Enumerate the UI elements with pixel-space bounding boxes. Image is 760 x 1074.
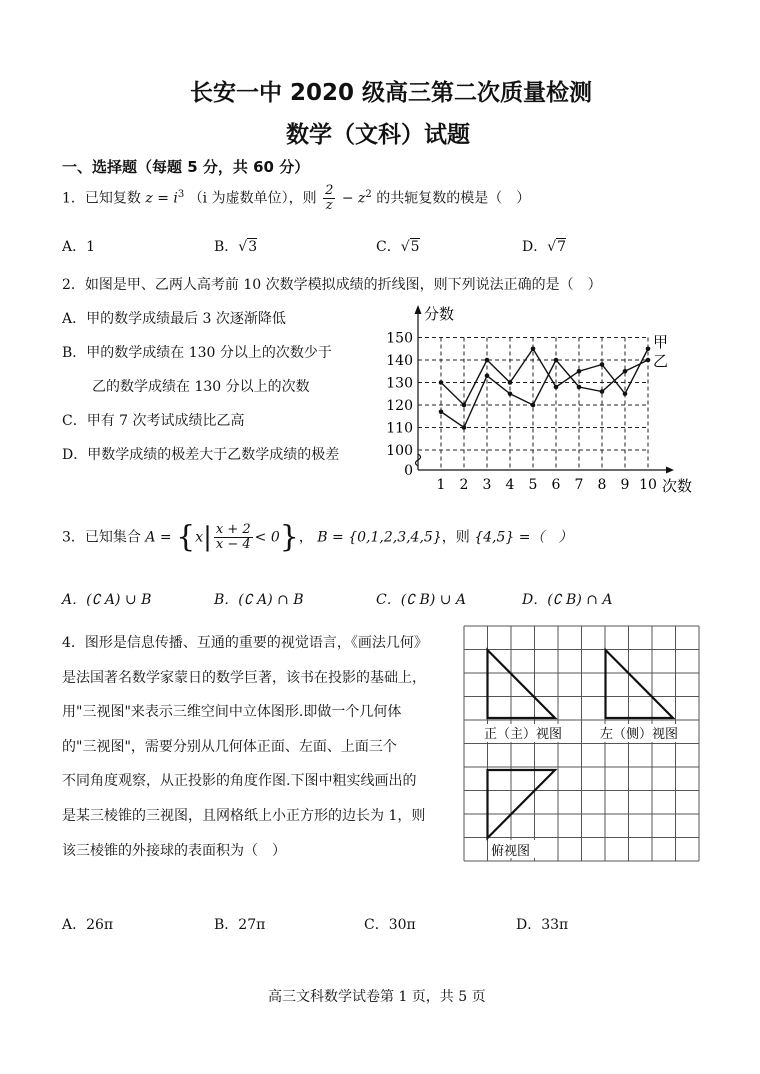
q4-option-b: B．27π xyxy=(214,917,266,933)
three-view-figure xyxy=(464,626,700,864)
series-line-yi xyxy=(441,360,648,428)
y-tick-label: 140 xyxy=(386,353,413,369)
q3-option-d: D．(∁ B) ∩ A xyxy=(522,592,613,608)
data-point xyxy=(577,369,582,374)
y-tick-label: 100 xyxy=(386,443,413,459)
data-point xyxy=(600,389,605,394)
question-2-stem: 2．如图是甲、乙两人高考前 10 次数学模拟成绩的折线图，则下列说法正确的是（ ） xyxy=(62,277,602,293)
score-line-chart xyxy=(386,300,710,500)
data-point xyxy=(485,358,490,363)
x-axis-arrow xyxy=(666,467,674,474)
q1-option-b: B．√3 xyxy=(214,239,258,255)
q4-option-d: D．33π xyxy=(516,917,569,933)
chart-labels xyxy=(386,305,692,495)
data-point xyxy=(508,380,513,385)
front-view-triangle xyxy=(488,650,556,718)
data-point xyxy=(554,358,559,363)
data-point xyxy=(531,346,536,351)
data-point xyxy=(646,346,651,351)
x-tick-label: 8 xyxy=(597,477,607,493)
q1-option-c: C．√5 xyxy=(376,239,420,255)
q4-line-3: 用"三视图"来表示三维空间中立体图形.即做一个几何体 xyxy=(62,704,402,720)
q3-option-c: C．(∁ B) ∪ A xyxy=(376,592,467,608)
x-tick-label: 10 xyxy=(639,477,657,493)
top-view-label: 俯视图 xyxy=(491,844,531,859)
q4-line-1: 4．图形是信息传播、互通的重要的视觉语言，《画法几何》 xyxy=(62,635,428,651)
side-view-triangle xyxy=(606,650,674,718)
question-1-stem: 1．已知复数 $z = i^3$ （i 为虚数单位），则 $\frac{2}{z}$ − $z^2$ 的共轭复数的模是（ ） xyxy=(62,183,531,213)
series-name-label: 甲 xyxy=(653,332,669,351)
q2-option-d: D．甲数学成绩的极差大于乙数学成绩的极差 xyxy=(62,447,340,463)
y-tick-label: 120 xyxy=(386,398,413,414)
data-point xyxy=(577,385,582,390)
data-point xyxy=(462,425,467,430)
y-tick-label: 110 xyxy=(386,420,413,437)
q2-option-c: C．甲有 7 次考试成绩比乙高 xyxy=(62,413,245,429)
q3-option-a: A．(∁ A) ∪ B xyxy=(62,592,152,608)
page-title: 长安一中 2020 级高三第二次质量检测 xyxy=(190,80,593,106)
series-name-label: 乙 xyxy=(653,352,669,370)
data-point xyxy=(646,358,651,363)
q4-option-a: A．26π xyxy=(62,917,114,933)
data-point xyxy=(508,391,513,396)
q1-option-d: D．√7 xyxy=(522,239,567,255)
q4-line-6: 是某三棱锥的三视图，且网格纸上小正方形的边长为 1，则 xyxy=(62,808,426,824)
x-tick-label: 5 xyxy=(528,477,538,493)
data-point xyxy=(623,369,628,374)
data-point xyxy=(554,385,559,390)
front-view-label: 正（主）视图 xyxy=(484,727,563,742)
x-axis-title: 次数 xyxy=(662,477,693,495)
data-point xyxy=(439,380,444,385)
x-tick-label: 7 xyxy=(574,477,584,493)
q1-option-a: A．1 xyxy=(62,239,96,255)
q2-option-b-line2: 乙的数学成绩在 130 分以上的次数 xyxy=(92,379,310,395)
q4-line-2: 是法国著名数学家蒙日的数学巨著，该书在投影的基础上， xyxy=(62,670,426,686)
q4-line-5: 不同角度观察，从正投影的角度作图.下图中粗实线画出的 xyxy=(62,773,417,789)
series-line-jia xyxy=(441,349,648,405)
data-point xyxy=(439,409,444,414)
x-tick-label: 2 xyxy=(459,477,469,493)
page-footer: 高三文科数学试卷第 1 页，共 5 页 xyxy=(268,989,486,1005)
section-heading: 一、选择题（每题 5 分，共 60 分） xyxy=(62,158,310,176)
q4-line-4: 的"三视图"，需要分别从几何体正面、左面、上面三个 xyxy=(62,739,397,755)
x-tick-label: 9 xyxy=(620,477,630,493)
y-tick-label: 0 xyxy=(404,463,413,479)
question-3-stem: 3．已知集合 A = {x| $\frac{x + 2}{x - 4}$ < 0}， B = {0,1,2,3,4,5}，则 {4,5} =（ ） xyxy=(62,519,573,555)
x-tick-label: 1 xyxy=(436,477,446,493)
data-point xyxy=(600,362,605,367)
data-point xyxy=(462,403,467,408)
q3-option-b: B．(∁ A) ∩ B xyxy=(214,592,304,608)
y-tick-label: 150 xyxy=(386,330,413,347)
top-view-triangle xyxy=(488,770,556,838)
x-tick-label: 3 xyxy=(482,477,492,493)
data-point xyxy=(623,391,628,396)
y-tick-label: 130 xyxy=(386,375,413,392)
q4-line-7: 该三棱锥的外接球的表面积为（ ） xyxy=(62,843,286,859)
q4-option-c: C．30π xyxy=(364,917,416,933)
x-tick-label: 6 xyxy=(551,477,561,493)
y-axis-arrow xyxy=(415,305,422,314)
q2-option-b-line1: B．甲的数学成绩在 130 分以上的次数少于 xyxy=(62,345,332,361)
q2-option-a: A．甲的数学成绩最后 3 次逐渐降低 xyxy=(62,311,286,327)
data-point xyxy=(531,403,536,408)
x-tick-label: 4 xyxy=(505,477,515,493)
data-point xyxy=(485,373,490,378)
chart-series xyxy=(439,346,651,429)
y-axis-title: 分数 xyxy=(424,305,455,323)
side-view-label: 左（侧）视图 xyxy=(600,727,679,742)
page-subtitle: 数学（文科）试题 xyxy=(286,122,470,148)
chart-axes xyxy=(415,305,675,474)
